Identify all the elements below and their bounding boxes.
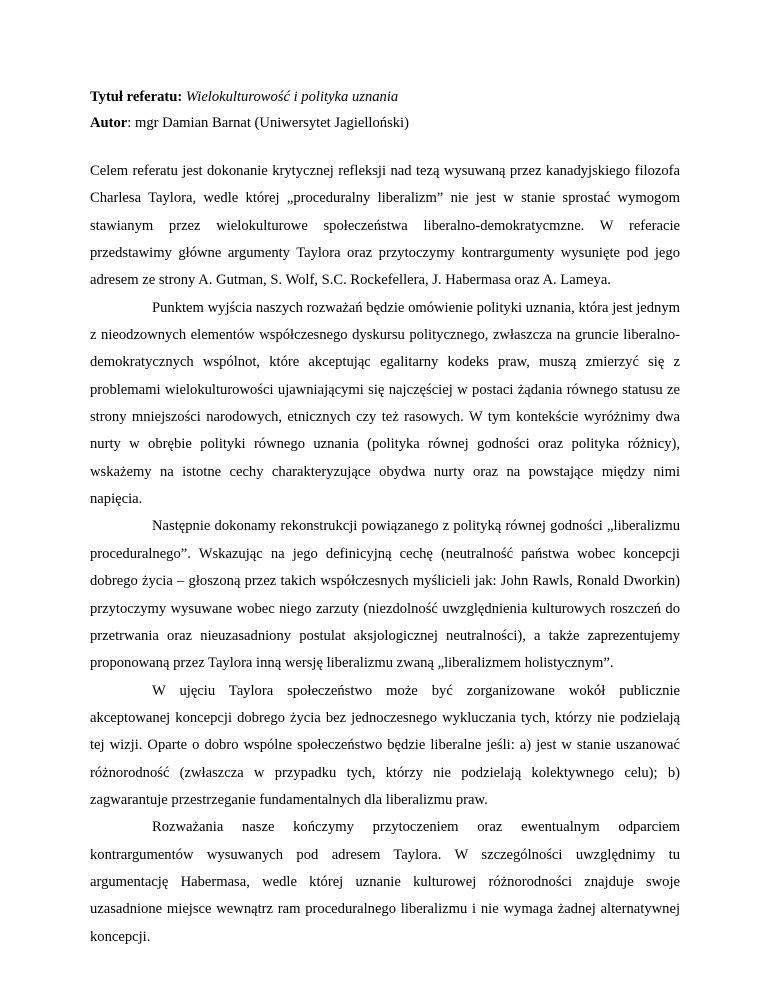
paragraph-taylor-view: W ujęciu Taylora społeczeństwo może być zorganizowane wokół publicznie akceptowanej koncepcji dobrego życia bez jednoczesnego wykluczania tych, którzy nie podzielają tej wizji. Oparte o dobro wspólne społeczeństwo będzie liberalne jeśli: a) jest w stanie uszanować różnorodność (zwłaszcza w przypadku tych, którzy nie podzielają kolektywnego celu); b) zagwarantuje przestrzeganie fundamentalnych dla liberalizmu praw. — [90, 682, 680, 808]
paragraph-procedural-liberalism: Następnie dokonamy rekonstrukcji powiązanego z polityką równej godności „liberalizmu proceduralnego”. Wskazując na jego definicyjną cechę (neutralność państwa wobec koncepcji dobrego życia – głoszoną przez takich współczesnych myślicieli jak: John Rawls, Ronald Dworkin) przytoczymy wysuwane wobec niego zarzuty (niezdolność uwzględnienia kulturowych roszczeń do przetrwania oraz nieuzasadniony postulat aksjologicznej neutralności), a także zaprezentujemy proponowaną przez Taylora inną wersję liberalizmu zwaną „liberalizmem holistycznym”. — [90, 518, 680, 672]
document-page — [90, 84, 680, 951]
paragraph-intro: Celem referatu jest dokonanie krytycznej refleksji nad tezą wysuwaną przez kanadyjskiego filozofa Charlesa Taylora, wedle której „proceduralny liberalizm” nie jest w stanie sprostać wymogom stawianym przez wielokulturowe społeczeństwa liberalno-demokratycmzne. W referacie przedstawimy główne argumenty Taylora oraz przytoczymy kontrargumenty wysunięte pod jego adresem ze strony A. Gutman, S. Wolf, S.C. Rockefellera, J. Habermasa oraz A. Lameya. — [90, 163, 680, 289]
author-label: Autor — [90, 115, 128, 131]
author-value: : mgr Damian Barnat (Uniwersytet Jagielloński) — [127, 115, 409, 131]
title-value: Wielokulturowość i polityka uznania — [185, 89, 399, 105]
title-line — [90, 84, 680, 110]
paragraph-conclusion: Rozważania nasze kończymy przytoczeniem oraz ewentualnym odparciem kontrargumentów wysuwanych pod adresem Taylora. W szczególności uwzględnimy tu argumentację Habermasa, wedle której uznanie kulturowej różnorodności znajduje swoje uzasadnione miejsce wewnątrz ram proceduralnego liberalizmu i nie wymaga żadnej alternatywnej koncepcji. — [90, 819, 680, 945]
author-line — [90, 110, 680, 136]
paragraph-recognition: Punktem wyjścia naszych rozważań będzie omówienie polityki uznania, która jest jednym z nieodzownych elementów współczesnego dyskursu politycznego, zwłaszcza na gruncie liberalno-demokratycznych wspólnot, które akceptując egalitarny kodeks praw, muszą zmierzyć się z problemami wielokulturowości ujawniającymi się najczęściej w postaci żądania równego statusu ze strony mniejszości narodowych, etnicznych czy też rasowych. W tym kontekście wyróżnimy dwa nurty w obrębie polityki równego uznania (polityka równej godności oraz polityka różnicy), wskażemy na istotne cechy charakteryzujące obydwa nurty oraz na powstające między nimi napięcia. — [90, 299, 680, 508]
title-label: Tytuł referatu: — [90, 89, 183, 105]
